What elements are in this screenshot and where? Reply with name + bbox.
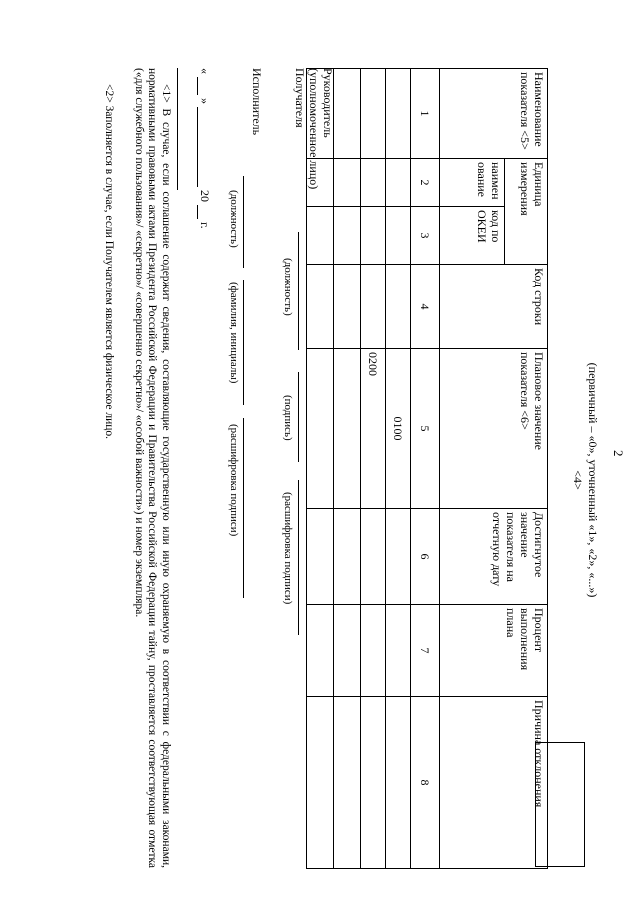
- table-numbering-row: [411, 69, 440, 869]
- footnote-1: <1> В случае, если соглашение содержит сведения, составляющие государственную или иную охраняемую в соответствии с федеральными законами, нормативными правовыми актами Президента Российской Федерации и Правительства Российской Федерации тайну, проставляется соответствующая отметка («для служебного пользования»/ «секретно»/ «совершенно секретно»/ «особой важности») и номер экземпляра.: [133, 68, 172, 868]
- header-completion-percent: Процент выполнения плана: [440, 605, 548, 697]
- header-unit-group: Единица измерения: [505, 159, 548, 265]
- col-number-6: 6: [411, 509, 440, 605]
- report-type-note-ref: <4>: [571, 470, 585, 490]
- report-type-note: [570, 160, 600, 800]
- cell-planned-3[interactable]: [334, 349, 361, 509]
- table-header-row: [505, 69, 548, 869]
- cell-unit-name-2[interactable]: [361, 159, 386, 207]
- exec-position-line[interactable]: [243, 176, 244, 268]
- cell-row-code-4[interactable]: [307, 265, 334, 349]
- col-number-5: 5: [411, 349, 440, 509]
- indicators-table: [306, 68, 548, 869]
- date-year-prefix: 20: [198, 190, 212, 202]
- date-year-field[interactable]: [197, 205, 212, 219]
- cell-percent-4[interactable]: [307, 605, 334, 697]
- date-line: [197, 68, 212, 229]
- head-sign-caption: (подпись): [282, 395, 294, 441]
- head-label: Руководитель (уполномоченное лицо) Получателя: [293, 68, 335, 190]
- cell-unit-name-3[interactable]: [334, 159, 361, 207]
- col-number-7: 7: [411, 605, 440, 697]
- exec-transcript-line[interactable]: [243, 418, 244, 598]
- cell-indicator-name-3[interactable]: [334, 69, 361, 159]
- exec-transcript-caption: (расшифровка подписи): [228, 424, 240, 537]
- table-row: [334, 69, 361, 869]
- row-code-0100: 0100: [386, 349, 411, 509]
- header-row-code: Код строки: [440, 265, 548, 349]
- cell-indicator-name-2[interactable]: [361, 69, 386, 159]
- exec-name-line[interactable]: [243, 280, 244, 405]
- cell-planned-4[interactable]: [307, 349, 334, 509]
- footnote-2: <2> Заполняется в случае, если Получателем является физическое лицо.: [103, 84, 115, 440]
- cell-unit-okei-2[interactable]: [361, 207, 386, 265]
- header-deviation-reason: Причина отклонения: [440, 697, 548, 869]
- cell-indicator-name-1[interactable]: [386, 69, 411, 159]
- cell-achieved-1[interactable]: [386, 509, 411, 605]
- cell-row-code-3[interactable]: [334, 265, 361, 349]
- cell-unit-okei-1[interactable]: [386, 207, 411, 265]
- exec-name-caption: (фамилия, инициалы): [228, 282, 240, 384]
- date-month-field[interactable]: [197, 107, 212, 187]
- footnote-separator: [177, 68, 178, 190]
- cell-percent-1[interactable]: [386, 605, 411, 697]
- cell-reason-1[interactable]: [386, 697, 411, 869]
- cell-row-code-1[interactable]: [386, 265, 411, 349]
- cell-reason-3[interactable]: [334, 697, 361, 869]
- cell-percent-3[interactable]: [334, 605, 361, 697]
- cell-achieved-2[interactable]: [361, 509, 386, 605]
- header-indicator-name: Наименование показателя <5>: [440, 69, 548, 159]
- cell-reason-4[interactable]: [307, 697, 334, 869]
- cell-reason-2[interactable]: [361, 697, 386, 869]
- page-number: 2: [611, 450, 626, 457]
- header-planned-value: Плановое значение показателя <6>: [440, 349, 548, 509]
- col-number-2: 2: [411, 159, 440, 207]
- table-row: [386, 69, 411, 869]
- date-close-quote: »: [198, 98, 212, 104]
- head-transcript-line[interactable]: [298, 480, 299, 635]
- cell-achieved-3[interactable]: [334, 509, 361, 605]
- date-open-quote: «: [198, 68, 212, 74]
- table-row: [361, 69, 386, 869]
- head-sign-line[interactable]: [298, 372, 299, 462]
- col-number-3: 3: [411, 207, 440, 265]
- header-unit-name: наименование: [440, 159, 505, 207]
- exec-position-caption: (должность): [228, 190, 240, 248]
- col-number-4: 4: [411, 265, 440, 349]
- head-position-caption: (должность): [282, 258, 294, 316]
- col-number-8: 8: [411, 697, 440, 869]
- head-transcript-caption: (расшифровка подписи): [282, 492, 294, 605]
- report-type-note-text: (первичный – «0», уточненный «1», «2», «...»): [586, 362, 600, 598]
- row-code-0200: 0200: [361, 349, 386, 509]
- head-position-line[interactable]: [298, 232, 299, 350]
- col-number-1: 1: [411, 69, 440, 159]
- date-day-field[interactable]: [197, 77, 212, 95]
- cell-unit-name-1[interactable]: [386, 159, 411, 207]
- executor-label: Исполнитель: [250, 68, 264, 136]
- date-suffix: г.: [198, 222, 212, 229]
- cell-unit-okei-3[interactable]: [334, 207, 361, 265]
- cell-percent-2[interactable]: [361, 605, 386, 697]
- cell-row-code-2[interactable]: [361, 265, 386, 349]
- header-unit-okei: код по ОКЕИ: [440, 207, 505, 265]
- cell-achieved-4[interactable]: [307, 509, 334, 605]
- header-achieved-value: Достигнутое значение показателя на отчетную дату: [440, 509, 548, 605]
